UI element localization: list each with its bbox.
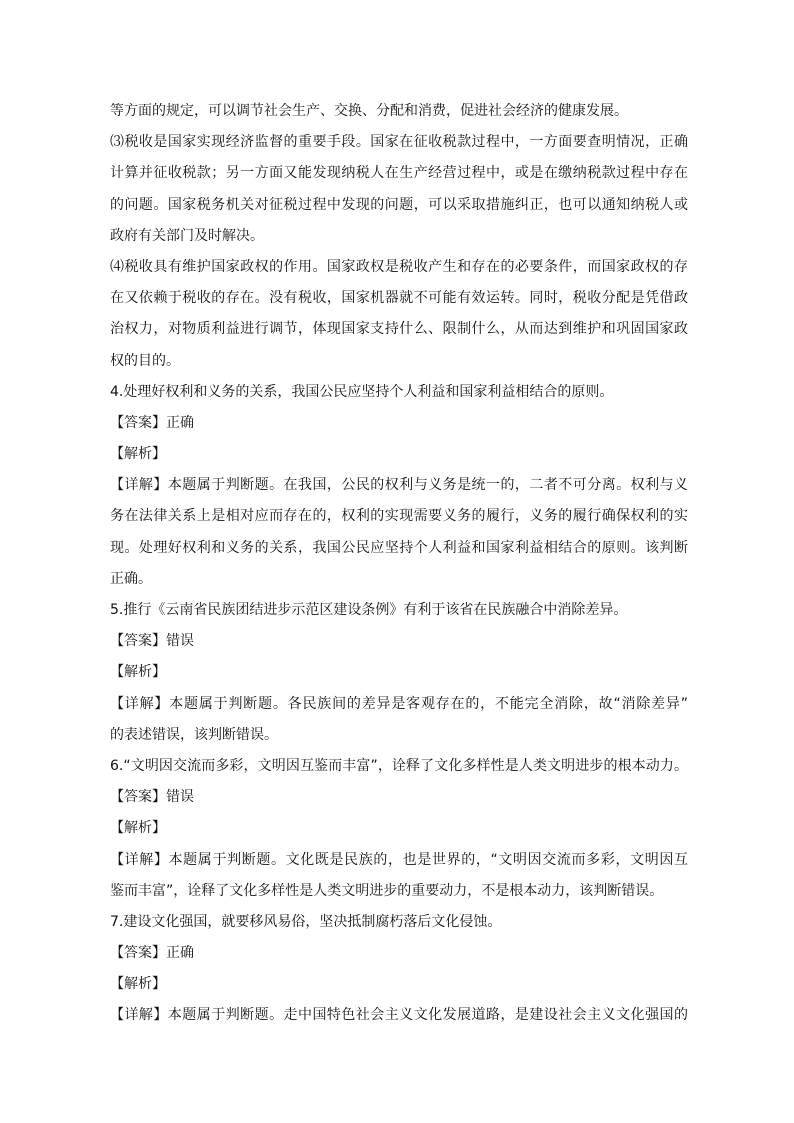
text-line: 【详解】本题属于判断题。各民族间的差异是客观存在的，不能完全消除，故“消除差异” — [110, 695, 688, 712]
text-line: 【答案】错误 — [110, 633, 194, 650]
text-line: 【解析】 — [110, 664, 166, 681]
text-line: 7.建设文化强国，就要移风易俗，坚决抵制腐朽落后文化侵蚀。 — [110, 913, 502, 930]
text-line: 现。处理好权利和义务的关系，我国公民应坚持个人利益和国家利益相结合的原则。该判断 — [110, 539, 688, 556]
text-line: 【详解】本题属于判断题。文化既是民族的，也是世界的，“文明因交流而多彩，文明因互 — [110, 851, 688, 868]
text-line: 在又依赖于税收的存在。没有税收，国家机器就不可能有效运转。同时，税收分配是凭借政 — [110, 290, 688, 307]
text-line: 【解析】 — [110, 820, 166, 837]
text-line: 务在法律关系上是相对应而存在的，权利的实现需要义务的履行，义务的履行确保权利的实 — [110, 508, 688, 525]
text-line: ⑶税收是国家实现经济监督的重要手段。国家在征收税款过程中，一方面要查明情况，正确 — [110, 134, 688, 151]
text-line: 计算并征收税款；另一方面又能发现纳税人在生产经营过程中，或是在缴纳税款过程中存在 — [110, 165, 688, 182]
text-line: 等方面的规定，可以调节社会生产、交换、分配和消费，促进社会经济的健康发展。 — [110, 103, 628, 119]
text-line: 鉴而丰富”，诠释了文化多样性是人类文明进步的重要动力，不是根本动力，该判断错误。 — [110, 882, 664, 899]
text-line: 4.处理好权利和义务的关系，我国公民应坚持个人利益和国家利益相结合的原则。 — [110, 383, 614, 400]
text-line: 【详解】本题属于判断题。在我国，公民的权利与义务是统一的，二者不可分离。权利与义 — [110, 477, 688, 494]
text-line: 【答案】正确 — [110, 945, 194, 962]
text-line: 政府有关部门及时解决。 — [110, 227, 264, 244]
text-line: 【解析】 — [110, 976, 166, 993]
text-line: 权的目的。 — [110, 352, 180, 369]
text-line: ⑷税收具有维护国家政权的作用。国家政权是税收产生和存在的必要条件，而国家政权的存 — [110, 258, 688, 275]
text-line: 【答案】正确 — [110, 414, 194, 431]
text-line: 正确。 — [110, 570, 152, 587]
text-line: 的表述错误，该判断错误。 — [110, 726, 278, 743]
text-line: 【答案】错误 — [110, 789, 194, 806]
text-line: 【详解】本题属于判断题。走中国特色社会主义文化发展道路，是建设社会主义文化强国的 — [110, 1007, 688, 1024]
text-line: 的问题。国家税务机关对征税过程中发现的问题，可以采取措施纠正，也可以通知纳税人或 — [110, 196, 688, 213]
text-line: 6.“文明因交流而多彩，文明因互鉴而丰富”，诠释了文化多样性是人类文明进步的根本动力。 — [110, 757, 688, 774]
document-page — [110, 96, 688, 1032]
text-line: 【解析】 — [110, 446, 166, 463]
text-line: 治权力，对物质利益进行调节，体现国家支持什么、限制什么，从而达到维护和巩固国家政 — [110, 321, 688, 338]
text-line: 5.推行《云南省民族团结进步示范区建设条例》有利于该省在民族融合中消除差异。 — [110, 602, 628, 618]
